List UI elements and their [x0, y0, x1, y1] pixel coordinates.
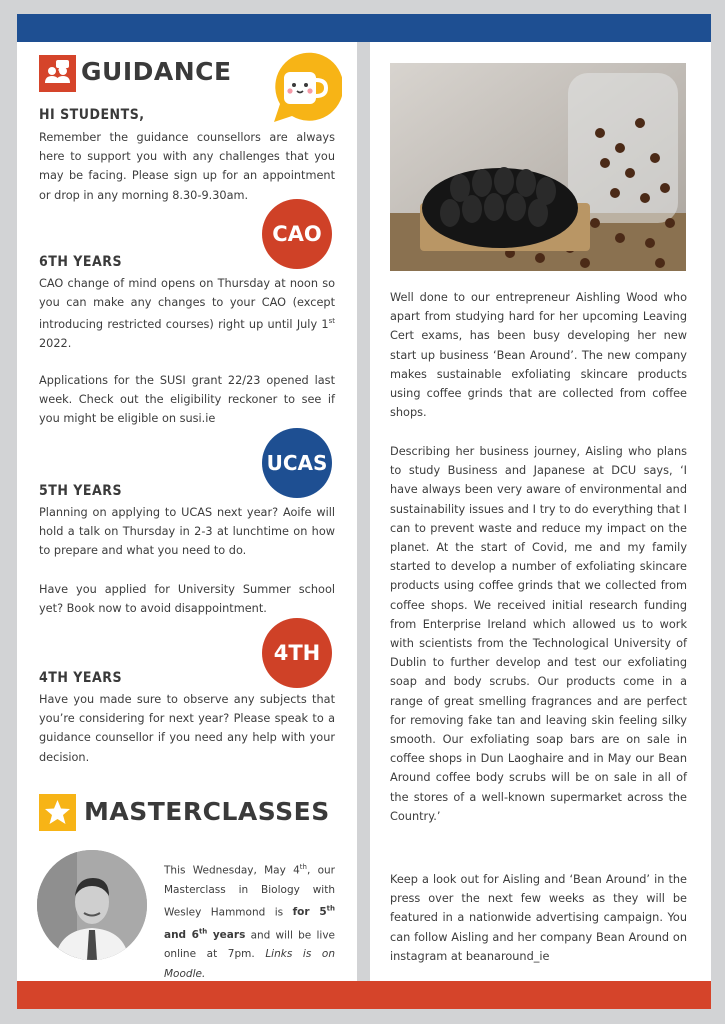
fourth-years-text: Have you made sure to observe any subjects that you’re considering for next year? Please speak to a guidance counsellor if you need any help with your decision. [39, 693, 335, 764]
people-chat-icon [39, 55, 76, 92]
ucas-badge: UCAS [262, 428, 332, 498]
cao-text-part: CAO change of mind opens on Thursday at noon so you can make any changes to your CAO (except introducing restricted courses) right up until July 1 [39, 277, 335, 332]
masterclass-text-sup: th [198, 927, 208, 936]
masterclass-text-part: , our Masterclass in Biology with Wesley Hammond is [164, 864, 335, 919]
greeting-heading: HI STUDENTS, [39, 107, 145, 123]
cao-change-text [39, 274, 335, 354]
bottom-banner-bar [17, 981, 711, 1009]
article-paragraph-2: Describing her business journey, Aisling who plans to study Business and Japanese at DCU says, ‘I have always been very aware of environmental and sustainability issues and I try to do everything that I can to prevent waste and reduce my impact on the planet. At the start of Covid, me and my family started to develop a number of exfoliating skincare products using coffee grinds that we collected from coffee shops. We received initial research funding from Enterprise Ireland which allowed us to work with scientists from the Technological University of Dublin to further develop and test our exfoliating soap and body scrubs. Our products come in a range of great smelling fragrances and are perfect for removing fake tan and leaving skin feeling silky smooth. Our exfoliating soap bars are on sale in coffee shops in Dun Laoghaire and in May our Bean Around coffee body scrubs will be on sale in all of the stores of a well-known supermarket across the Country.’ [390, 445, 687, 823]
masterclass-text-sup: th [326, 904, 335, 913]
masterclass-text-bold: years [207, 929, 246, 942]
article-paragraph-3: Keep a look out for Aisling and ‘Bean Around’ in the press over the next few weeks as they will be featured in a nationwide advertising campaign. You can follow Aisling and her company Bean Around on instagram at beanaround_ie [390, 873, 687, 963]
masterclass-text [164, 858, 335, 984]
article-paragraph-1: Well done to our entrepreneur Aishling Wood who apart from studying hard for her upcoming Leaving Cert exams, has been busy developing her new start up business ‘Bean Around’. The new company makes sustainable exfoliating skincare products using coffee grinds that are collected from coffee shops. [390, 291, 687, 420]
masterclass-text-part: and will be live online at 7pm. [164, 929, 335, 961]
masterclass-text-sup: th [299, 863, 307, 871]
guidance-title: GUIDANCE [81, 57, 232, 86]
soap-bar-photo [390, 63, 686, 271]
masterclass-text-bold: and 6 [164, 929, 199, 942]
cao-badge: CAO [262, 199, 332, 269]
article-column [370, 42, 711, 981]
susi-grant-text: Applications for the SUSI grant 22/23 opened last week. Check out the eligibility reckoner to see if you might be eligible on susi.ie [39, 374, 335, 426]
fifth-years-heading: 5TH YEARS [39, 483, 123, 499]
ucas-talk-text: Planning on applying to UCAS next year? Aoife will hold a talk on Thursday in 2-3 at lunchtime on how to prepare and what you need to do. [39, 506, 335, 558]
masterclass-text-bold: for 5 [292, 906, 327, 919]
cao-text-part: 2022. [39, 337, 72, 351]
guidance-column [17, 42, 357, 981]
guidance-intro-text: Remember the guidance counsellors are always here to support you with any challenges that you may be facing. Please sign up for an appointment or drop in any morning 8.30-9.30am. [39, 131, 335, 202]
cao-text-sup: st [328, 317, 335, 326]
masterclass-text-part: This Wednesday, May 4 [164, 864, 300, 877]
sixth-years-heading: 6TH YEARS [39, 254, 123, 270]
moodle-note: Links is on Moodle. [164, 948, 335, 980]
summer-school-text: Have you applied for University Summer school yet? Book now to avoid disappointment. [39, 583, 335, 616]
speaker-photo [37, 850, 147, 960]
fourth-years-heading: 4TH YEARS [39, 670, 123, 686]
masterclasses-title: MASTERCLASSES [84, 797, 330, 826]
star-icon [39, 794, 76, 831]
coffee-cup-icon [262, 52, 342, 127]
fourth-badge: 4TH [262, 618, 332, 688]
top-banner-bar [17, 14, 711, 42]
